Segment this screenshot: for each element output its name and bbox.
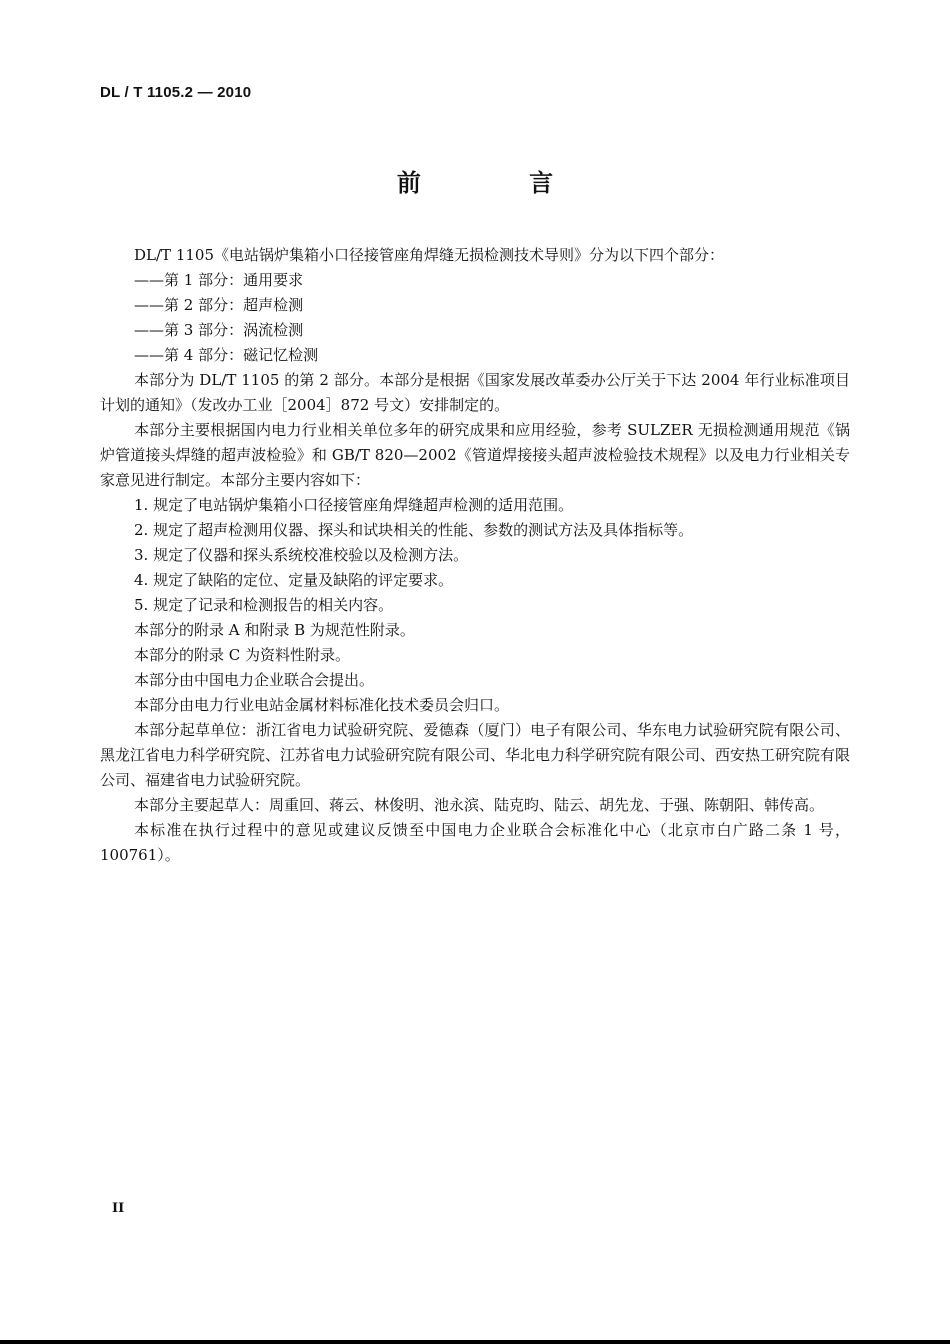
- page-number: II: [112, 1201, 125, 1216]
- managed-paragraph: 本部分由电力行业电站金属材料标准化技术委员会归口。: [134, 696, 510, 714]
- content-item-4: 4. 规定了缺陷的定位、定量及缺陷的评定要求。: [134, 571, 454, 589]
- content-item-2: 2. 规定了超声检测用仪器、探头和试块相关的性能、参数的测试方法及具体指标等。: [134, 521, 694, 539]
- appendix-ab-paragraph: 本部分的附录 A 和附录 B 为规范性附录。: [134, 621, 415, 639]
- content-item-1: 1. 规定了电站锅炉集箱小口径接管座角焊缝超声检测的适用范围。: [134, 496, 574, 514]
- content-item-5: 5. 规定了记录和检测报告的相关内容。: [134, 596, 394, 614]
- appendix-c-paragraph: 本部分的附录 C 为资料性附录。: [134, 646, 351, 664]
- part-item-4: ——第 4 部分：磁记忆检测: [134, 346, 319, 364]
- foreword-body: [100, 243, 850, 868]
- drafters-paragraph: 本部分主要起草人：周重回、蒋云、林俊明、池永滨、陆克昀、陆云、胡先龙、于强、陈朝阳、韩传高。: [134, 796, 825, 814]
- part-item-1: ——第 1 部分：通用要求: [134, 271, 304, 289]
- standard-code: DL / T 1105.2 — 2010: [100, 84, 252, 101]
- basis-paragraph: 本部分为 DL/T 1105 的第 2 部分。本部分是根据《国家发展改革委办公厅关于下达 2004 年行业标准项目计划的通知》（发改办工业［2004］872 号文）安排制定的。: [100, 371, 850, 414]
- part-item-3: ——第 3 部分：涡流检测: [134, 321, 304, 339]
- bottom-border: [0, 1340, 950, 1344]
- page-title: 前 言: [396, 169, 604, 197]
- content-item-3: 3. 规定了仪器和探头系统校准校验以及检测方法。: [134, 546, 469, 564]
- reference-paragraph: 本部分主要根据国内电力行业相关单位多年的研究成果和应用经验，参考 SULZER 无损检测通用规范《锅炉管道接头焊缝的超声波检验》和 GB/T 820—2002《管道焊接接头超声波检验技术规程》以及电力行业相关专家意见进行制定。本部分主要内容如下：: [100, 421, 850, 489]
- feedback-paragraph: 本标准在执行过程中的意见或建议反馈至中国电力企业联合会标准化中心（北京市白广路二条 1 号，100761）。: [100, 821, 850, 864]
- intro-paragraph: DL/T 1105《电站锅炉集箱小口径接管座角焊缝无损检测技术导则》分为以下四个部分：: [134, 246, 724, 264]
- proposed-paragraph: 本部分由中国电力企业联合会提出。: [134, 671, 375, 689]
- drafting-units-paragraph: 本部分起草单位：浙江省电力试验研究院、爱德森（厦门）电子有限公司、华东电力试验研究院有限公司、黑龙江省电力科学研究院、江苏省电力试验研究院有限公司、华北电力科学研究院有限公司、西安热工研究院有限公司、福建省电力试验研究院。: [100, 721, 851, 789]
- part-item-2: ——第 2 部分：超声检测: [134, 296, 304, 314]
